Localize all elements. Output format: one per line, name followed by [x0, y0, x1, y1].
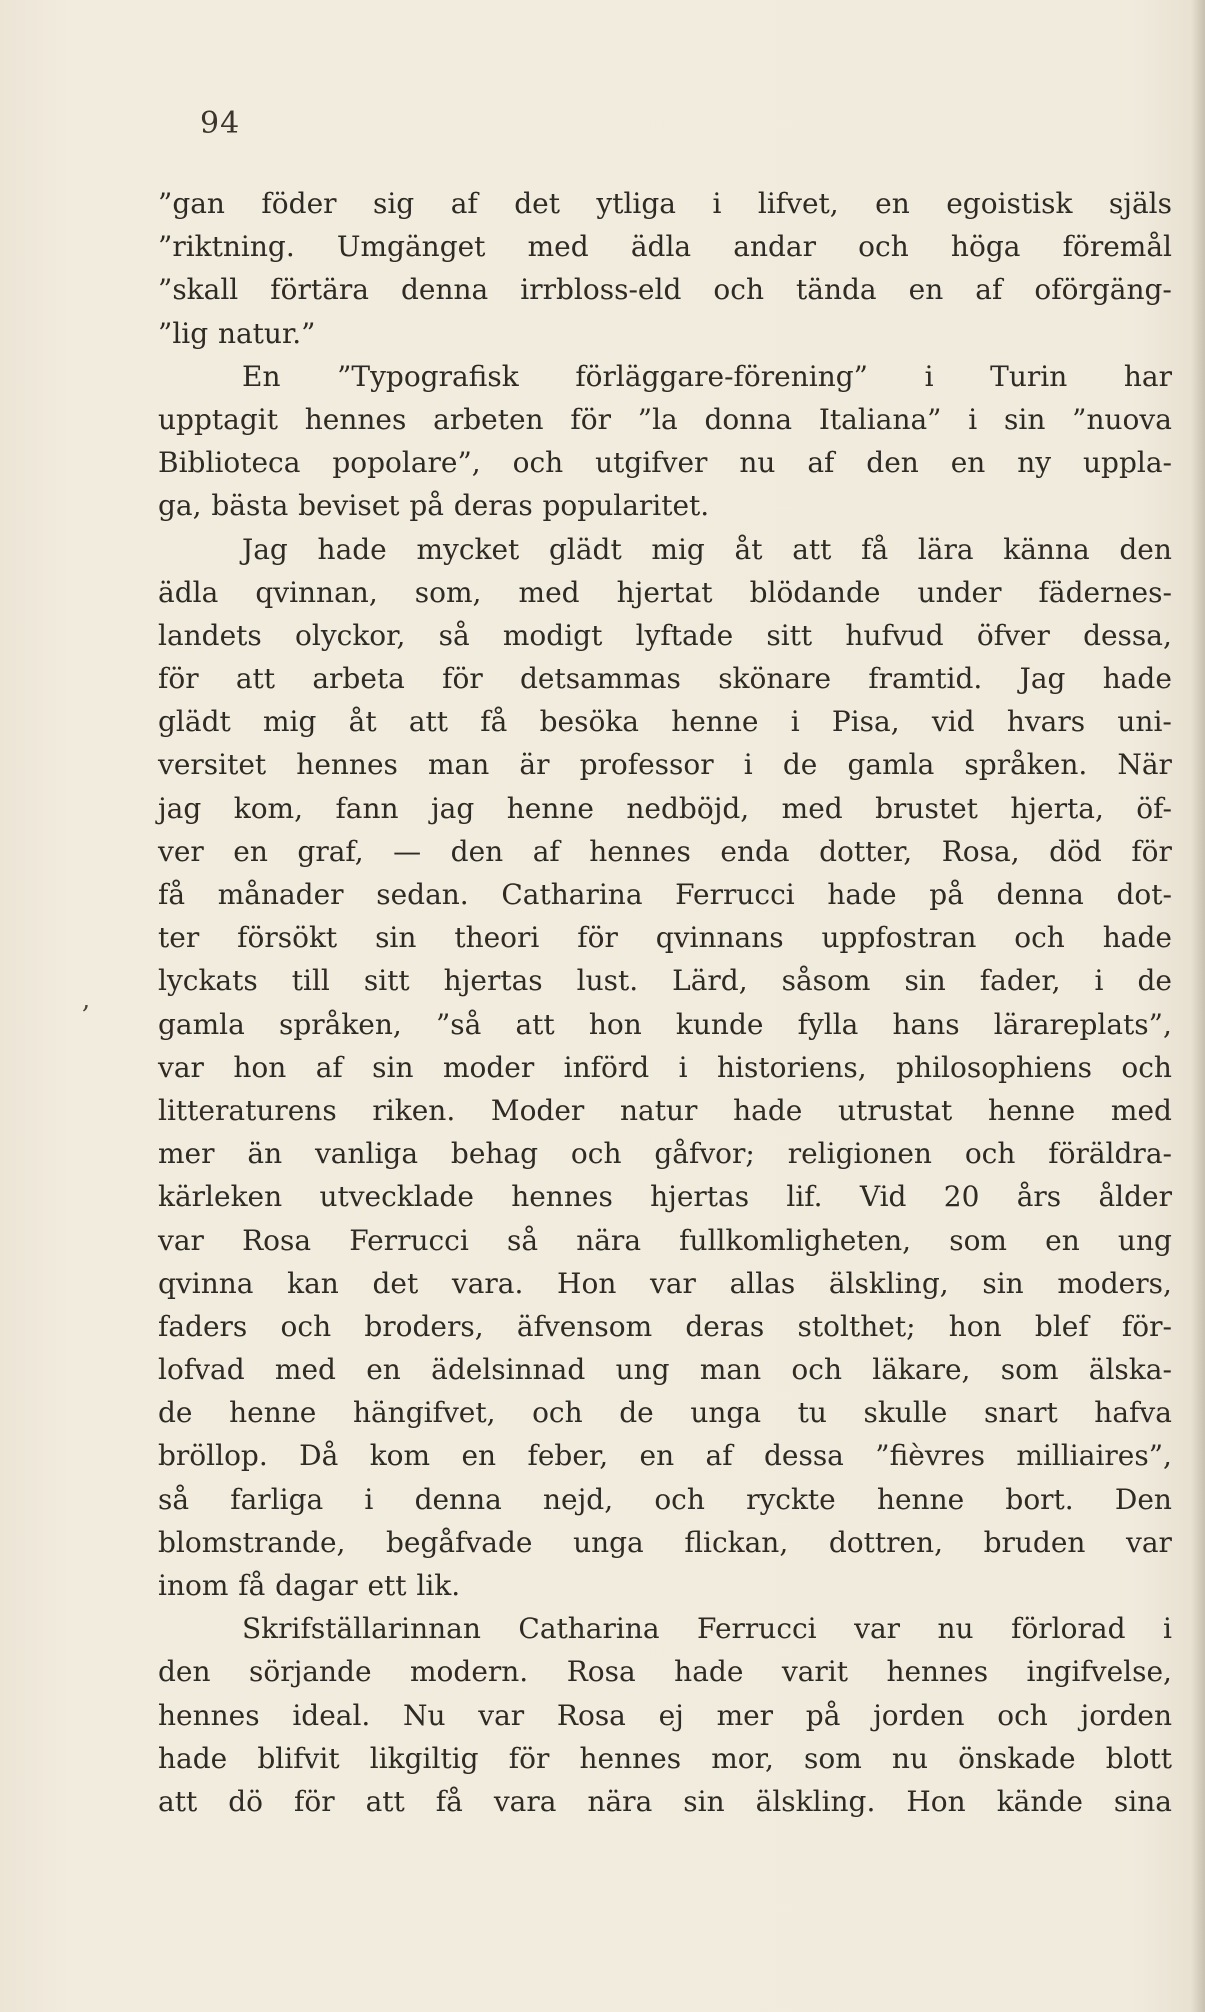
- text-line: upptagit hennes arbeten för ”la donna Italiana” i sin ”nuova: [158, 402, 1172, 436]
- text-line: hade blifvit likgiltig för hennes mor, som nu önskade blott: [158, 1741, 1172, 1775]
- text-line: så farliga i denna nejd, och ryckte henne bort. Den: [158, 1482, 1172, 1516]
- text-line: Skrifställarinnan Catharina Ferrucci var nu förlorad i: [242, 1612, 1172, 1646]
- text-line: var hon af sin moder införd i historiens, philosophiens och: [158, 1050, 1172, 1084]
- text-line: hennes ideal. Nu var Rosa ej mer på jorden och jorden: [158, 1698, 1172, 1732]
- text-line: inom få dagar ett lik.: [158, 1569, 461, 1602]
- text-line: landets olyckor, så modigt lyftade sitt hufvud öfver dessa,: [158, 618, 1172, 652]
- text-line: faders och broders, äfvensom deras stolthet; hon blef för-: [158, 1309, 1172, 1343]
- text-line: ädla qvinnan, som, med hjertat blödande under fädernes-: [158, 575, 1172, 609]
- text-line: ga, bästa beviset på deras popularitet.: [158, 489, 710, 523]
- page-edge-shadow: [1191, 0, 1205, 2012]
- text-line: ver en graf, — den af hennes enda dotter, Rosa, död för: [158, 834, 1172, 868]
- text-line: litteraturens riken. Moder natur hade utrustat henne med: [158, 1093, 1172, 1127]
- text-line: kärleken utvecklade hennes hjertas lif. Vid 20 års ålder: [158, 1180, 1172, 1214]
- text-line: Biblioteca popolare”, och utgifver nu af den en ny uppla-: [158, 446, 1172, 480]
- text-line: gamla språken, ”så att hon kunde fylla hans lärareplats”,: [158, 1007, 1172, 1041]
- text-line: jag kom, fann jag henne nedböjd, med brustet hjerta, öf-: [158, 791, 1172, 825]
- text-line: ”skall förtära denna irrbloss-eld och tända en af oförgäng-: [158, 273, 1172, 307]
- text-line: lyckats till sitt hjertas lust. Lärd, såsom sin fader, i de: [158, 964, 1172, 998]
- body-text: [158, 182, 1172, 1823]
- text-line: mer än vanliga behag och gåfvor; religionen och föräldra-: [158, 1137, 1172, 1171]
- text-line: lofvad med en ädelsinnad ung man och läkare, som älska-: [158, 1353, 1172, 1387]
- text-line: En ”Typografisk förläggare-förening” i Turin har: [242, 359, 1172, 393]
- text-line: de henne hängifvet, och de unga tu skulle snart hafva: [158, 1396, 1172, 1430]
- text-line: ”riktning. Umgänget med ädla andar och höga föremål: [158, 230, 1172, 264]
- page-number: 94: [200, 106, 241, 141]
- text-line: den sörjande modern. Rosa hade varit hennes ingifvelse,: [158, 1655, 1172, 1689]
- text-line: blomstrande, begåfvade unga flickan, dottren, bruden var: [158, 1525, 1172, 1559]
- text-line: glädt mig åt att få besöka henne i Pisa, vid hvars uni-: [158, 705, 1172, 739]
- text-line: versitet hennes man är professor i de gamla språken. När: [158, 748, 1172, 782]
- text-line: få månader sedan. Catharina Ferrucci hade på denna dot-: [158, 878, 1172, 911]
- text-line: Jag hade mycket glädt mig åt att få lära känna den: [242, 532, 1172, 566]
- text-line: att dö för att få vara nära sin älskling. Hon kände sina: [158, 1784, 1172, 1818]
- text-line: ”gan föder sig af det ytliga i lifvet, en egoistisk själs: [158, 187, 1172, 220]
- text-line: qvinna kan det vara. Hon var allas älskling, sin moders,: [158, 1266, 1172, 1300]
- text-line: för att arbeta för detsammas skönare framtid. Jag hade: [158, 662, 1172, 696]
- text-line: ”lig natur.”: [158, 316, 316, 350]
- text-line: bröllop. Då kom en feber, en af dessa ”fièvres milliaires”,: [158, 1439, 1172, 1473]
- margin-mark: ,: [82, 985, 91, 1015]
- text-line: var Rosa Ferrucci så nära fullkomligheten, som en ung: [158, 1223, 1172, 1257]
- text-line: ter försökt sin theori för qvinnans uppfostran och hade: [158, 921, 1172, 955]
